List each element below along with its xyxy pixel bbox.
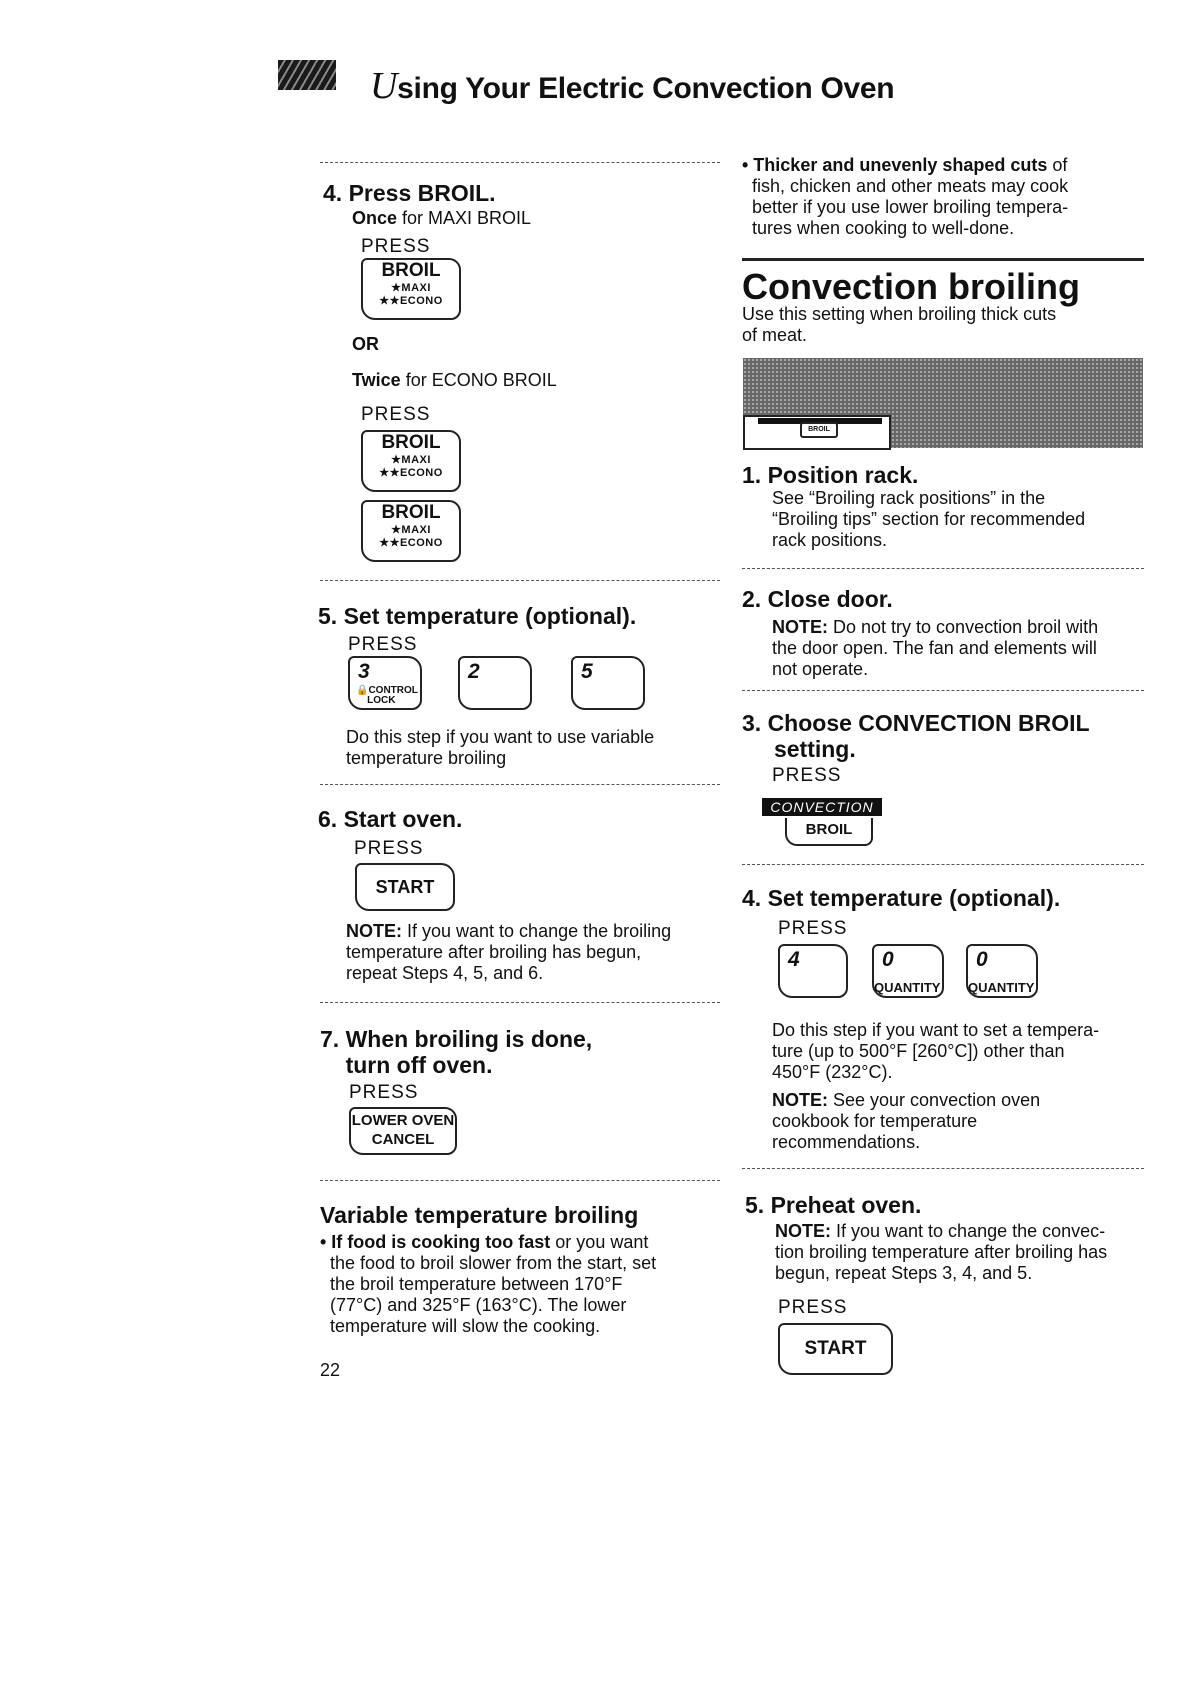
thick-cuts-lead: • Thicker and unevenly shaped cuts — [742, 155, 1048, 175]
divider — [742, 1168, 1144, 1169]
step2-line1: Do not try to convection broil with — [828, 617, 1099, 637]
number-key-3[interactable] — [348, 656, 422, 710]
variable-line3: the broil temperature between 170°F — [330, 1274, 623, 1294]
step5-note-line2: temperature broiling — [346, 748, 507, 768]
step-heading: 4. Set temperature (optional). — [742, 885, 1061, 911]
step-note — [772, 617, 1098, 680]
thick-line4: tures when cooking to well-done. — [752, 218, 1015, 238]
thick-cuts-text — [742, 155, 1068, 239]
control-label: CONTROL — [368, 685, 418, 696]
press-label: PRESS — [772, 765, 842, 786]
broil-key-econo: ★★ECONO — [379, 467, 443, 479]
thick-line2: fish, chicken and other meats may cook — [752, 176, 1069, 196]
lower-oven-label: LOWER OVEN — [351, 1112, 455, 1129]
step6-note-line1: If you want to change the broiling — [402, 921, 672, 941]
section-divider — [742, 258, 1144, 261]
step3-heading-line2: setting. — [773, 736, 856, 762]
broil-key-maxi: ★MAXI — [391, 524, 431, 536]
step1-line3: rack positions. — [772, 530, 888, 550]
number-key-0[interactable] — [966, 944, 1038, 998]
divider — [742, 568, 1144, 569]
step5-note-line1: Do this step if you want to use variable — [346, 727, 655, 747]
section-heading: Variable temperature broiling — [320, 1202, 639, 1228]
panel-broil-button: BROIL — [800, 422, 838, 438]
number-key-digit: 4 — [788, 948, 800, 971]
cancel-label: CANCEL — [371, 1131, 435, 1148]
page-number: 22 — [320, 1360, 341, 1380]
step-text — [352, 370, 557, 391]
broil-key-maxi: ★MAXI — [391, 282, 431, 294]
step5-line2: tion broiling temperature after broiling has — [775, 1242, 1108, 1262]
note-label: NOTE: — [772, 1090, 828, 1110]
convection-key-top[interactable]: CONVECTION — [762, 798, 882, 816]
divider — [320, 162, 720, 163]
step-text — [772, 1020, 1099, 1083]
step4-note-line3: recommendations. — [772, 1132, 921, 1152]
step5-line3: begun, repeat Steps 3, 4, and 5. — [775, 1263, 1033, 1283]
step-note — [346, 921, 671, 984]
note-label: NOTE: — [775, 1221, 831, 1241]
step6-note-line2: temperature after broiling has begun, — [346, 942, 642, 962]
variable-line5: temperature will slow the cooking. — [330, 1316, 601, 1336]
number-key-5[interactable] — [571, 656, 645, 710]
press-label: PRESS — [361, 236, 431, 257]
variable-line1: or you want — [550, 1232, 649, 1252]
divider — [320, 1180, 720, 1181]
step3-heading-line1: 3. Choose CONVECTION BROIL — [742, 710, 1090, 736]
section-intro — [742, 304, 1056, 346]
step-heading: 5. Preheat oven. — [745, 1192, 922, 1218]
step-heading: 1. Position rack. — [742, 462, 919, 488]
step-text — [346, 727, 654, 769]
broil-key-maxi: ★MAXI — [391, 454, 431, 466]
press-label: PRESS — [778, 1297, 848, 1318]
control-lock-label: 🔒CONTROL LOCK — [356, 685, 418, 706]
convection-broil-button[interactable]: BROIL — [785, 818, 873, 846]
thick-line3: better if you use lower broiling tempera- — [752, 197, 1069, 217]
start-button[interactable]: START — [355, 863, 455, 911]
broil-key-econo: ★★ECONO — [379, 537, 443, 549]
step7-heading-line2: turn off oven. — [345, 1052, 493, 1078]
step-heading: 5. Set temperature (optional). — [318, 603, 637, 629]
broil-key[interactable] — [361, 258, 461, 320]
step-note — [772, 1090, 1040, 1153]
number-key-4[interactable] — [778, 944, 848, 998]
twice-label: Twice — [352, 370, 401, 390]
broil-key[interactable] — [361, 430, 461, 492]
note-label: NOTE: — [346, 921, 402, 941]
section-heading: Convection broiling — [742, 266, 1080, 307]
step4-note-line2: cookbook for temperature — [772, 1111, 978, 1131]
start-button[interactable]: START — [778, 1323, 893, 1375]
section-intro-line2: of meat. — [742, 325, 808, 345]
number-key-digit: 5 — [581, 660, 593, 683]
broil-key-econo: ★★ECONO — [379, 295, 443, 307]
divider — [742, 864, 1144, 865]
step-note — [775, 1221, 1107, 1284]
step6-note-line3: repeat Steps 4, 5, and 6. — [346, 963, 544, 983]
number-key-digit: 2 — [468, 660, 480, 683]
step-heading: 2. Close door. — [742, 586, 893, 612]
page-title — [370, 64, 894, 108]
step2-line2: the door open. The fan and elements will — [772, 638, 1097, 658]
variable-line2: the food to broil slower from the start, set — [330, 1253, 657, 1273]
step-heading: 4. Press BROIL. — [323, 180, 496, 206]
press-label: PRESS — [348, 634, 418, 655]
broil-key[interactable] — [361, 500, 461, 562]
step4-line2: ture (up to 500°F [260°C]) other than — [772, 1041, 1065, 1061]
step5-line1: If you want to change the convec- — [831, 1221, 1106, 1241]
page-title-rest: sing Your Electric Convection Oven — [397, 72, 895, 105]
variable-text — [320, 1232, 656, 1337]
step4-note-line1: See your convection oven — [828, 1090, 1041, 1110]
note-label: NOTE: — [772, 617, 828, 637]
divider — [320, 580, 720, 581]
section-intro-line1: Use this setting when broiling thick cuts — [742, 304, 1057, 324]
step7-heading-line1: 7. When broiling is done, — [320, 1026, 593, 1052]
broil-key-label: BROIL — [381, 502, 441, 523]
divider — [742, 690, 1144, 691]
step-heading — [742, 710, 1090, 762]
divider — [320, 784, 720, 785]
lower-oven-cancel-button[interactable] — [349, 1107, 457, 1155]
number-key-digit: 0 — [976, 948, 988, 971]
quantity-label: QUANTITY — [874, 980, 941, 995]
step-text — [772, 488, 1085, 551]
step-heading: 6. Start oven. — [318, 806, 463, 832]
divider — [320, 1002, 720, 1003]
step4-line1: Do this step if you want to set a tempera- — [772, 1020, 1100, 1040]
or-label: OR — [352, 334, 379, 354]
step1-line2: “Broiling tips” section for recommended — [772, 509, 1086, 529]
number-key-digit: 3 — [358, 660, 370, 683]
step-heading — [320, 1026, 592, 1078]
quantity-label: QUANTITY — [968, 980, 1035, 995]
number-key-0[interactable] — [872, 944, 944, 998]
step4-line3: 450°F (232°C). — [772, 1062, 893, 1082]
press-label: PRESS — [349, 1082, 419, 1103]
once-label: Once — [352, 208, 398, 228]
step-text — [352, 208, 531, 229]
variable-line4: (77°C) and 325°F (163°C). The lower — [330, 1295, 627, 1315]
press-label: PRESS — [778, 918, 848, 939]
thick-line1: of — [1047, 155, 1068, 175]
press-label: PRESS — [354, 838, 424, 859]
broil-key-label: BROIL — [381, 260, 441, 281]
step1-line1: See “Broiling rack positions” in the — [772, 488, 1046, 508]
broil-key-label: BROIL — [381, 432, 441, 453]
twice-text: for ECONO BROIL — [400, 370, 557, 390]
number-key-digit: 0 — [882, 948, 894, 971]
step2-line3: not operate. — [772, 659, 869, 679]
once-text: for MAXI BROIL — [397, 208, 532, 228]
page-title-initial: U — [370, 65, 398, 107]
variable-bullet-lead: • If food is cooking too fast — [320, 1232, 551, 1252]
header-logo-graphic — [278, 60, 336, 90]
lock-label: LOCK — [367, 695, 396, 706]
press-label: PRESS — [361, 404, 431, 425]
number-key-2[interactable] — [458, 656, 532, 710]
